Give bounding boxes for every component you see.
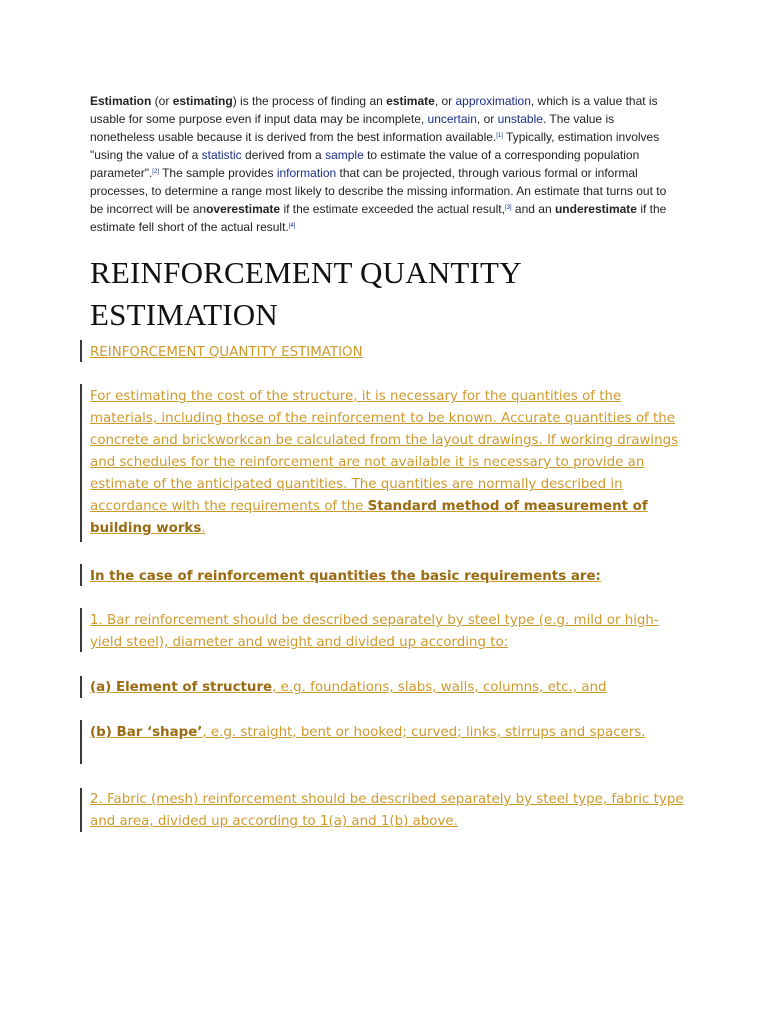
left-margin-bar xyxy=(80,720,82,764)
intro-text: that can be projected, through various formal or informal processes, to determine a range most likely to describe the missing information. An estimate that turns out to be incorrect will be an xyxy=(90,166,667,216)
term-estimation: Estimation xyxy=(90,94,152,108)
link-information[interactable]: information xyxy=(276,166,337,180)
link-sample[interactable]: sample xyxy=(325,148,364,162)
left-margin-bar xyxy=(80,676,82,698)
intro-text: . The value is nonetheless usable because it is derived from the best information available. xyxy=(90,112,615,144)
citation-4[interactable]: [4] xyxy=(288,223,296,229)
citation-2[interactable]: [2] xyxy=(152,169,159,175)
term-underestimate: underestimate xyxy=(554,202,637,216)
sub-heading-text: REINFORCEMENT QUANTITY ESTIMATION xyxy=(90,345,363,360)
intro-text: to estimate the value of a corresponding population parameter". xyxy=(90,148,640,180)
left-margin-bar xyxy=(80,384,82,542)
page-title: REINFORCEMENT QUANTITY ESTIMATION xyxy=(90,255,521,332)
requirements-heading-text: In the case of reinforcement quantities the basic requirements are: xyxy=(90,569,601,584)
intro-estimate-paragraph xyxy=(90,386,690,540)
left-margin-bar xyxy=(80,608,82,652)
intro-text: (or xyxy=(151,94,173,108)
left-margin-bar xyxy=(80,564,82,586)
intro-text: and an xyxy=(511,202,555,216)
requirement-item-a xyxy=(90,677,690,699)
link-unstable[interactable]: unstable xyxy=(497,112,543,126)
intro-text: ) is the process of finding an xyxy=(232,94,387,108)
item-b-text: , e.g. straight, bent or hooked; curved; links, stirrups and spacers. xyxy=(202,725,646,740)
requirements-heading xyxy=(90,566,690,588)
item-b-label: (b) Bar ‘shape’ xyxy=(90,725,203,740)
requirement-item-1-text: 1. Bar reinforcement should be described separately by steel type (e.g. mild or high-yield steel), diameter and weight and divided up according to: xyxy=(90,613,659,650)
link-approximation[interactable]: approximation xyxy=(455,94,531,108)
term-estimating: estimating xyxy=(172,94,233,108)
sub-heading xyxy=(90,342,690,364)
intro-text: Typically, estimation involves "using the value of a xyxy=(90,130,660,162)
intro-text: , or xyxy=(434,94,456,108)
intro-text: if the estimate exceeded the actual result, xyxy=(280,202,505,216)
requirement-item-2 xyxy=(90,789,690,833)
item-a-text: , e.g. foundations, slabs, walls, columns, etc., and xyxy=(272,680,607,695)
standard-method-term: Standard method of measurement of building works xyxy=(90,499,648,536)
left-margin-bar xyxy=(80,340,82,362)
term-overestimate: overestimate xyxy=(206,202,281,216)
paragraph-text: For estimating the cost of the structure, it is necessary for the quantities of the materials, including those of the reinforcement to be known. Accurate quantities of the concrete and brickworkcan be calculated from the layout drawings. If working drawings and schedules for the reinforcement are not available it is necessary to provide an estimate of the anticipated quantities. The quantities are normally described in accordance with the requirements of the xyxy=(90,389,679,514)
requirement-item-b xyxy=(90,722,690,744)
link-statistic[interactable]: statistic xyxy=(201,148,242,162)
intro-text: The sample provides xyxy=(158,166,277,180)
requirement-item-2-text: 2. Fabric (mesh) reinforcement should be described separately by steel type, fabric type and area, divided up according to 1(a) and 1(b) above. xyxy=(90,792,684,829)
citation-3[interactable]: [3] xyxy=(504,205,512,211)
link-uncertain[interactable]: uncertain xyxy=(427,112,477,126)
citation-1[interactable]: [1] xyxy=(496,133,503,139)
left-margin-bar xyxy=(80,788,82,832)
intro-text: , or xyxy=(476,112,498,126)
term-estimate: estimate xyxy=(386,94,435,108)
intro-text: if the estimate fell short of the actual result. xyxy=(90,202,667,234)
intro-text: , which is a value that is usable for some purpose even if input data may be incomplete, xyxy=(90,94,658,126)
item-a-label: (a) Element of structure xyxy=(90,680,273,695)
intro-paragraph xyxy=(90,92,680,236)
intro-text: derived from a xyxy=(241,148,326,162)
requirement-item-1 xyxy=(90,610,690,654)
paragraph-end: . xyxy=(201,521,206,536)
